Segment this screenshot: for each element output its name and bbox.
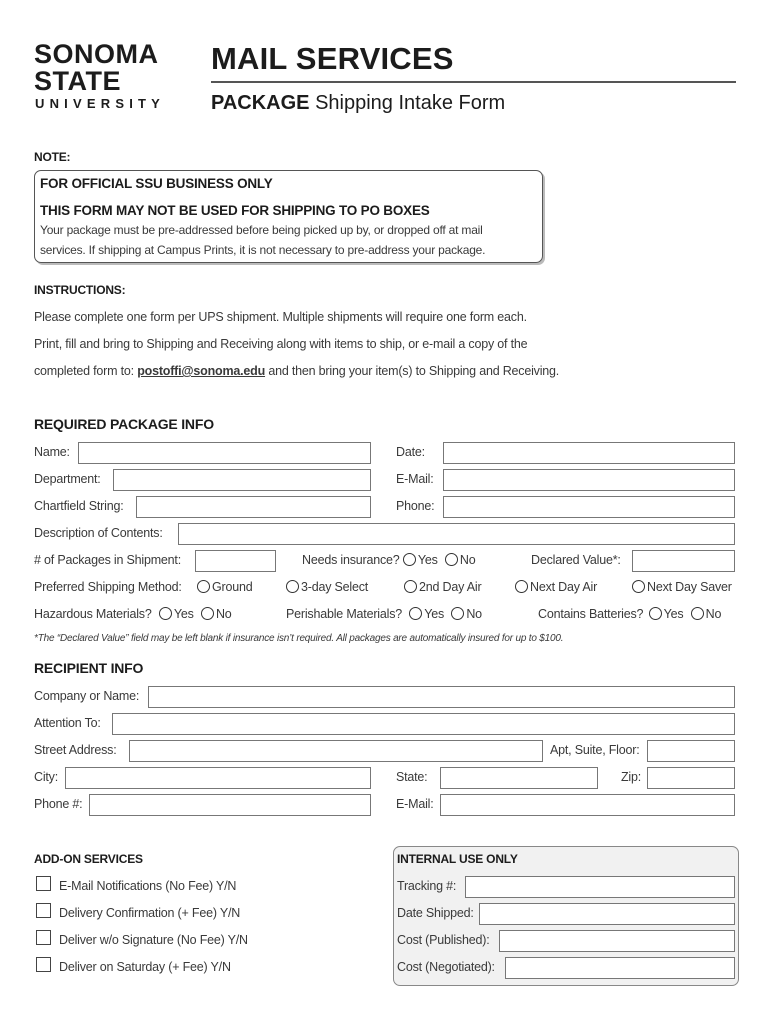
page-subtitle <box>211 92 505 115</box>
insurance-no-label: No <box>459 553 476 567</box>
phone-field[interactable] <box>443 496 735 518</box>
batteries-label: Contains Batteries? <box>538 607 644 621</box>
next-day-saver-radio[interactable] <box>632 580 645 593</box>
state-label: State: <box>396 770 428 784</box>
chartfield-label: Chartfield String: <box>34 499 124 513</box>
ground-radio[interactable] <box>197 580 210 593</box>
recipient-heading: RECIPIENT INFO <box>34 660 144 676</box>
subtitle-bold: PACKAGE <box>211 92 310 114</box>
batteries-no-label: No <box>705 607 722 621</box>
perishable-label: Perishable Materials? <box>286 607 402 621</box>
method-3-day[interactable] <box>286 580 368 594</box>
batteries-no-radio[interactable] <box>691 607 704 620</box>
next-day-label: Next Day Air <box>530 580 598 594</box>
company-label: Company or Name: <box>34 689 140 703</box>
attention-field[interactable] <box>112 713 735 735</box>
hazardous-group <box>34 607 232 621</box>
city-field[interactable] <box>65 767 371 789</box>
email-link[interactable]: postoffi@sonoma.edu <box>137 364 266 378</box>
method-label: Preferred Shipping Method: <box>34 580 182 594</box>
note-line-2: THIS FORM MAY NOT BE USED FOR SHIPPING TO PO BOXES <box>40 203 430 218</box>
company-field[interactable] <box>148 686 735 708</box>
perishable-no-label: No <box>466 607 482 621</box>
instructions-label: INSTRUCTIONS: <box>34 283 126 297</box>
note-line-1: FOR OFFICIAL SSU BUSINESS ONLY <box>40 176 273 191</box>
no-signature-checkbox[interactable] <box>36 930 51 945</box>
perishable-yes-label: Yes <box>424 607 445 621</box>
addons-heading: ADD-ON SERVICES <box>34 852 143 866</box>
method-next-day-saver[interactable] <box>632 580 732 594</box>
apt-label: Apt, Suite, Floor: <box>550 743 640 757</box>
insurance-group <box>302 553 476 567</box>
second-day-radio[interactable] <box>404 580 417 593</box>
declared-label: Declared Value*: <box>531 553 621 567</box>
chartfield-field[interactable] <box>136 496 371 518</box>
cost-published-label: Cost (Published): <box>397 933 490 947</box>
logo-sonoma: SONOMA <box>34 39 159 69</box>
method-next-day[interactable] <box>515 580 597 594</box>
batteries-yes-radio[interactable] <box>649 607 662 620</box>
hazardous-label: Hazardous Materials? <box>34 607 152 621</box>
subtitle-rest: Shipping Intake Form <box>309 92 506 114</box>
perishable-yes-radio[interactable] <box>409 607 422 620</box>
instructions-line-2: Print, fill and bring to Shipping and Receiving along with items to ship, or e-mail a copy of the <box>34 337 528 351</box>
tracking-field[interactable] <box>465 876 735 898</box>
delivery-confirmation-checkbox[interactable] <box>36 903 51 918</box>
title-divider <box>211 81 736 83</box>
date-label: Date: <box>396 445 425 459</box>
saturday-delivery-label: Deliver on Saturday (+ Fee) Y/N <box>59 960 231 974</box>
declared-field[interactable] <box>632 550 735 572</box>
cost-negotiated-field[interactable] <box>505 957 735 979</box>
saturday-delivery-checkbox[interactable] <box>36 957 51 972</box>
department-label: Department: <box>34 472 101 486</box>
zip-field[interactable] <box>647 767 735 789</box>
hazardous-yes-radio[interactable] <box>159 607 172 620</box>
hazardous-no-radio[interactable] <box>201 607 214 620</box>
email-field[interactable] <box>443 469 735 491</box>
batteries-yes-label: Yes <box>663 607 684 621</box>
date-shipped-field[interactable] <box>479 903 735 925</box>
note-line-3: Your package must be pre-addressed before being picked up by, or dropped off at mail <box>40 223 483 237</box>
insurance-yes-radio[interactable] <box>403 553 416 566</box>
recipient-email-field[interactable] <box>440 794 735 816</box>
method-ground[interactable] <box>197 580 253 594</box>
page-title: MAIL SERVICES <box>211 41 454 76</box>
description-field[interactable] <box>178 523 735 545</box>
perishable-group <box>286 607 482 621</box>
date-shipped-label: Date Shipped: <box>397 906 474 920</box>
instructions-line-3-pre: completed form to: <box>34 364 138 378</box>
email-notifications-checkbox[interactable] <box>36 876 51 891</box>
method-2nd-day[interactable] <box>404 580 481 594</box>
logo-state: STATE <box>34 66 121 96</box>
phone-label: Phone: <box>396 499 435 513</box>
logo-university: UNIVERSITY <box>35 96 166 111</box>
department-field[interactable] <box>113 469 371 491</box>
required-heading: REQUIRED PACKAGE INFO <box>34 416 214 432</box>
recipient-email-label: E-Mail: <box>396 797 434 811</box>
zip-label: Zip: <box>621 770 642 784</box>
recipient-phone-field[interactable] <box>89 794 371 816</box>
note-line-4: services. If shipping at Campus Prints, it is not necessary to pre-address your package. <box>40 243 486 257</box>
declared-footnote: *The “Declared Value” field may be left blank if insurance isn’t required. All packages are automatically insured for up to $100. <box>34 633 564 644</box>
street-label: Street Address: <box>34 743 117 757</box>
three-day-label: 3-day Select <box>301 580 369 594</box>
insurance-yes-label: Yes <box>417 553 438 567</box>
description-label: Description of Contents: <box>34 526 163 540</box>
recipient-phone-label: Phone #: <box>34 797 83 811</box>
note-label: NOTE: <box>34 150 71 164</box>
packages-field[interactable] <box>195 550 276 572</box>
next-day-radio[interactable] <box>515 580 528 593</box>
instructions-line-3-post: and then bring your item(s) to Shipping and Receiving. <box>265 364 560 378</box>
ground-label: Ground <box>212 580 253 594</box>
state-field[interactable] <box>440 767 598 789</box>
insurance-label: Needs insurance? <box>302 553 400 567</box>
city-label: City: <box>34 770 59 784</box>
internal-heading: INTERNAL USE ONLY <box>397 852 518 866</box>
packages-label: # of Packages in Shipment: <box>34 553 181 567</box>
email-notifications-label: E-Mail Notifications (No Fee) Y/N <box>59 879 237 893</box>
next-day-saver-label: Next Day Saver <box>647 580 732 594</box>
hazardous-no-label: No <box>215 607 232 621</box>
apt-field[interactable] <box>647 740 735 762</box>
no-signature-label: Deliver w/o Signature (No Fee) Y/N <box>59 933 248 947</box>
three-day-radio[interactable] <box>286 580 299 593</box>
instructions-line-1: Please complete one form per UPS shipment. Multiple shipments will require one form each. <box>34 310 527 324</box>
name-field[interactable] <box>78 442 371 464</box>
perishable-no-radio[interactable] <box>451 607 464 620</box>
email-label: E-Mail: <box>396 472 434 486</box>
street-field[interactable] <box>129 740 543 762</box>
date-field[interactable] <box>443 442 735 464</box>
insurance-no-radio[interactable] <box>445 553 458 566</box>
attention-label: Attention To: <box>34 716 101 730</box>
cost-negotiated-label: Cost (Negotiated): <box>397 960 495 974</box>
tracking-label: Tracking #: <box>397 879 457 893</box>
instructions-line-3 <box>34 364 559 378</box>
delivery-confirmation-label: Delivery Confirmation (+ Fee) Y/N <box>59 906 241 920</box>
batteries-group <box>538 607 721 621</box>
name-label: Name: <box>34 445 70 459</box>
hazardous-yes-label: Yes <box>173 607 194 621</box>
cost-published-field[interactable] <box>499 930 735 952</box>
second-day-label: 2nd Day Air <box>419 580 482 594</box>
